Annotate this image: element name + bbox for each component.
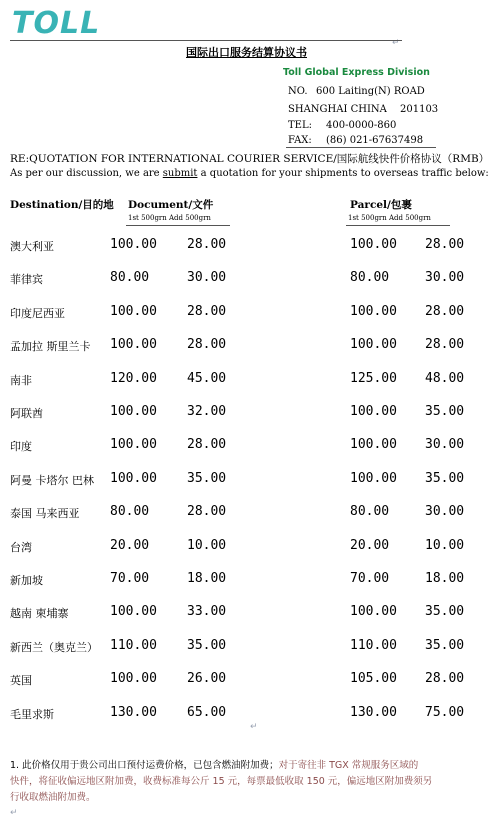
parcel-first-500g-cell: 100.00 [350,404,397,419]
parcel-first-500g-cell: 130.00 [350,704,397,720]
parcel-add-500g-cell: 10.00 [425,537,465,553]
document-first-500g-cell: 70.00 [110,571,150,586]
document-first-500g-cell: 20.00 [110,537,150,553]
toll-logo: TOLL [12,6,101,41]
document-first-500g-cell: 110.00 [110,637,157,653]
parcel-header: Parcel/包裹 [350,199,412,211]
note-line-3: 行收取燃油附加费。 [10,792,96,803]
destination-cell: 越南 柬埔寨 [10,607,69,621]
destination-cell: 南非 [10,373,32,387]
intro-text [10,168,489,179]
parcel-first-500g-cell: 100.00 [350,470,397,486]
parcel-first-500g-cell: 100.00 [350,237,397,252]
parcel-first-500g-cell: 100.00 [350,337,397,353]
fax-label: FAX: [288,135,312,146]
document-subheader: 1st 500grn Add 500grn [128,214,211,222]
parcel-add-500g-cell: 35.00 [425,404,465,419]
tel-label: TEL: [288,120,312,131]
document-header: Document/文件 [128,199,214,211]
parcel-subheader-underline [346,225,450,226]
document-first-500g-cell: 100.00 [110,404,157,419]
parcel-first-500g-cell: 100.00 [350,604,397,620]
document-add-500g-cell: 32.00 [187,404,227,419]
document-add-500g-cell: 45.00 [187,370,227,386]
note-line-1-brown: 对于寄往非 TGX 常规服务区域的 [278,760,419,771]
header-divider [10,40,402,41]
destination-cell: 新加坡 [10,574,43,587]
address-city: SHANGHAI CHINA [288,104,387,115]
destination-cell: 孟加拉 斯里兰卡 [10,340,91,354]
parcel-add-500g-cell: 28.00 [425,303,465,319]
destination-header: Destination/目的地 [10,199,114,211]
document-first-500g-cell: 100.00 [110,470,157,486]
address-postcode: 201103 [400,104,439,115]
document-add-500g-cell: 28.00 [187,504,227,520]
intro-after: a quotation for your shipments to overseas traffic below: [197,168,489,179]
parcel-add-500g-cell: 18.00 [425,571,465,586]
parcel-first-500g-cell: 70.00 [350,571,390,586]
parcel-add-500g-cell: 28.00 [425,237,465,252]
parcel-first-500g-cell: 100.00 [350,303,397,319]
document-add-500g-cell: 33.00 [187,604,227,620]
destination-cell: 英国 [10,674,32,688]
destination-cell: 毛里求斯 [10,707,54,721]
document-first-500g-cell: 80.00 [110,504,150,520]
destination-cell: 印度 [10,440,32,454]
note-line-1 [10,757,418,771]
company-name: Toll Global Express Division [283,67,430,78]
address-street: 600 Laiting(N) ROAD [316,86,425,97]
document-first-500g-cell: 80.00 [110,270,150,286]
subject-line: RE:QUOTATION FOR INTERNATIONAL COURIER SERVICE/国际航线快件价格协议（RMB） [10,153,490,165]
parcel-add-500g-cell: 30.00 [425,270,465,286]
parcel-first-500g-cell: 125.00 [350,370,397,386]
document-first-500g-cell: 100.00 [110,437,157,453]
parcel-first-500g-cell: 80.00 [350,504,390,520]
destination-cell: 阿联酋 [10,407,43,420]
document-add-500g-cell: 18.00 [187,571,227,586]
form-title: 国际出口服务结算协议书 [186,46,307,59]
document-first-500g-cell: 100.00 [110,337,157,353]
parcel-add-500g-cell: 48.00 [425,370,465,386]
intro-link: submit [162,168,198,179]
paragraph-mark: ↵ [250,722,258,732]
tel-value: 400-0000-860 [326,120,397,131]
parcel-add-500g-cell: 35.00 [425,637,465,653]
destination-cell: 印度尼西亚 [10,306,65,320]
parcel-first-500g-cell: 105.00 [350,671,397,687]
parcel-first-500g-cell: 20.00 [350,537,390,553]
document-add-500g-cell: 26.00 [187,671,227,687]
document-subheader-underline [126,225,230,226]
destination-cell: 澳大利亚 [10,240,54,253]
parcel-subheader: 1st 500grn Add 500grn [348,214,431,222]
parcel-add-500g-cell: 28.00 [425,671,465,687]
document-add-500g-cell: 28.00 [187,437,227,453]
document-add-500g-cell: 28.00 [187,237,227,252]
parcel-first-500g-cell: 100.00 [350,437,397,453]
paragraph-mark: ↵ [392,38,400,48]
address-no-label: NO. [288,86,308,97]
document-add-500g-cell: 65.00 [187,704,227,720]
document-first-500g-cell: 100.00 [110,671,157,687]
document-add-500g-cell: 35.00 [187,637,227,653]
document-first-500g-cell: 100.00 [110,237,157,252]
fax-value: (86) 021-67637498 [326,135,424,146]
parcel-add-500g-cell: 30.00 [425,437,465,453]
parcel-add-500g-cell: 35.00 [425,470,465,486]
document-add-500g-cell: 35.00 [187,470,227,486]
parcel-first-500g-cell: 110.00 [350,637,397,653]
destination-cell: 泰国 马来西亚 [10,507,80,521]
document-first-500g-cell: 100.00 [110,604,157,620]
parcel-add-500g-cell: 28.00 [425,337,465,353]
note-line-2: 快件，将征收偏远地区附加费，收费标准每公斤 15 元，每票最低收取 150 元，偏远地区附加费须另 [10,776,433,787]
destination-cell: 菲律宾 [10,273,43,287]
destination-cell: 新西兰（奥克兰） [10,640,98,654]
document-add-500g-cell: 10.00 [187,537,227,553]
parcel-add-500g-cell: 30.00 [425,504,465,520]
document-first-500g-cell: 130.00 [110,704,157,720]
parcel-first-500g-cell: 80.00 [350,270,390,286]
document-first-500g-cell: 120.00 [110,370,157,386]
document-first-500g-cell: 100.00 [110,303,157,319]
intro-before: As per our discussion, we are [10,168,163,179]
document-add-500g-cell: 28.00 [187,337,227,353]
note-line-1-black: 1. 此价格仅用于贵公司出口预付运费价格，已包含燃油附加费； [10,760,279,771]
document-add-500g-cell: 30.00 [187,270,227,286]
document-add-500g-cell: 28.00 [187,303,227,319]
address-underline [286,147,436,148]
destination-cell: 台湾 [10,540,32,554]
parcel-add-500g-cell: 75.00 [425,704,465,720]
parcel-add-500g-cell: 35.00 [425,604,465,620]
paragraph-mark: ↵ [10,808,18,818]
destination-cell: 阿曼 卡塔尔 巴林 [10,473,94,487]
